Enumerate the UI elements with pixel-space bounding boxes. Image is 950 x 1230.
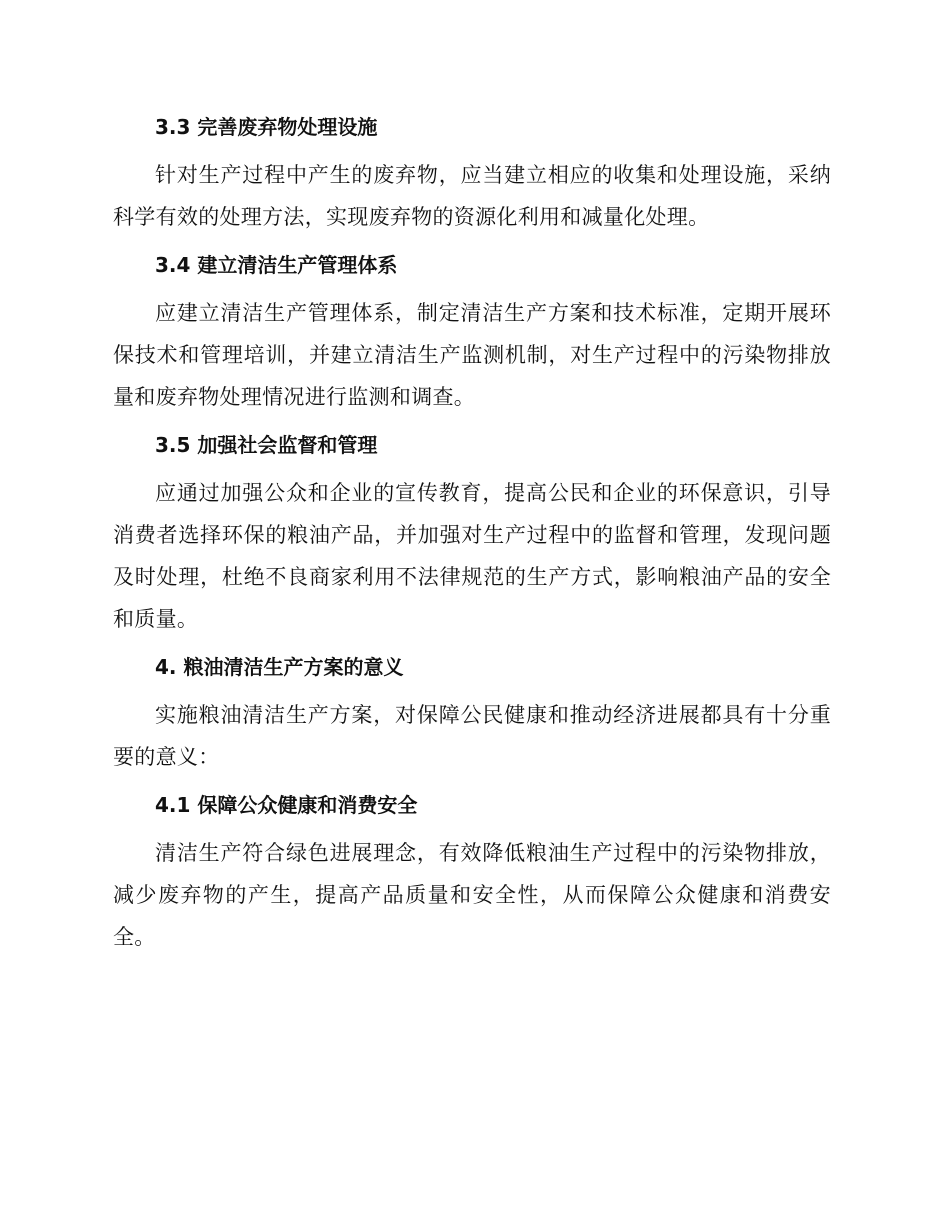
section-paragraph-3-4: 应建立清洁生产管理体系，制定清洁生产方案和技术标准，定期开展环保技术和管理培训，并建立清洁生产监测机制，对生产过程中的污染物排放量和废弃物处理情况进行监测和调查。 xyxy=(113,301,831,409)
section-paragraph-3-5: 应通过加强公众和企业的宣传教育，提高公民和企业的环保意识，引导消费者选择环保的粮油产品，并加强对生产过程中的监督和管理，发现问题及时处理，杜绝不良商家利用不法律规范的生产方式，影响粮油产品的安全和质量。 xyxy=(113,481,831,631)
document-body xyxy=(113,112,831,970)
section-paragraph-3-3: 针对生产过程中产生的废弃物，应当建立相应的收集和处理设施，采纳科学有效的处理方法，实现废弃物的资源化利用和减量化处理。 xyxy=(113,163,831,229)
section-heading-4-1: 4.1 保障公众健康和消费安全 xyxy=(155,793,418,817)
section-paragraph-4: 实施粮油清洁生产方案，对保障公民健康和推动经济进展都具有十分重要的意义： xyxy=(113,703,831,769)
section-heading-3-5: 3.5 加强社会监督和管理 xyxy=(155,433,378,457)
section-heading-3-3: 3.3 完善废弃物处理设施 xyxy=(155,115,378,139)
section-heading-4: 4. 粮油清洁生产方案的意义 xyxy=(155,655,404,679)
section-heading-3-4: 3.4 建立清洁生产管理体系 xyxy=(155,253,398,277)
section-paragraph-4-1: 清洁生产符合绿色进展理念，有效降低粮油生产过程中的污染物排放，减少废弃物的产生，提高产品质量和安全性，从而保障公众健康和消费安全。 xyxy=(113,841,831,949)
